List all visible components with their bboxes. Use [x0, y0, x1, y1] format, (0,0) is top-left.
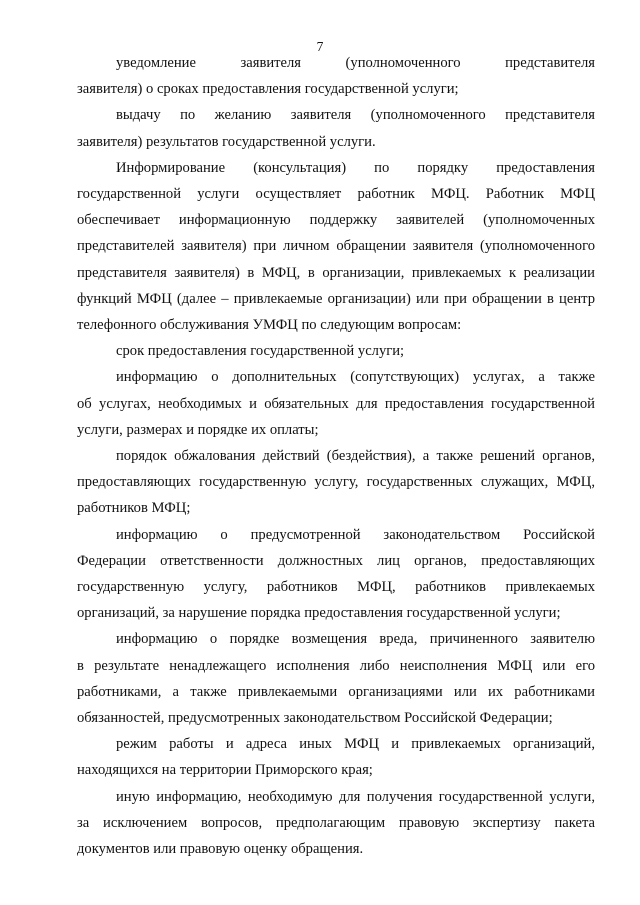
text-line: порядок обжалования действий (бездействия), а также решений органов, — [116, 448, 595, 465]
text-line: режим работы и адреса иных МФЦ и привлекаемых организаций, — [116, 736, 595, 753]
page-number: 7 — [316, 39, 324, 54]
paragraph — [77, 102, 595, 154]
text-line: работниками, а также привлекаемыми организациями или их работниками — [77, 683, 595, 700]
text-line: представителей заявителя) при личном обращении заявителя (уполномоченного — [77, 238, 595, 255]
text-line: иную информацию, необходимую для получения государственной услуги, — [116, 788, 595, 805]
paragraph — [77, 626, 595, 731]
text-line: информацию о порядке возмещения вреда, причиненного заявителю — [116, 631, 595, 648]
paragraph — [77, 731, 595, 783]
text-line: заявителя) о сроках предоставления государственной услуги; — [77, 81, 459, 98]
text-line: Федерации ответственности должностных лиц органов, предоставляющих — [77, 552, 595, 569]
paragraph — [77, 522, 595, 627]
paragraph — [77, 155, 595, 338]
text-line: функций МФЦ (далее – привлекаемые организации) или при обращении в центр — [77, 290, 595, 307]
text-line: документов или правовую оценку обращения. — [77, 841, 364, 858]
text-line: государственной услуги осуществляет работник МФЦ. Работник МФЦ — [77, 186, 595, 203]
text-line: за исключением вопросов, предполагающим правовую экспертизу пакета — [77, 814, 595, 831]
text-line: обеспечивает информационную поддержку заявителей (уполномоченных — [77, 212, 595, 229]
text-line: находящихся на территории Приморского края; — [77, 762, 373, 779]
text-line: информацию о дополнительных (сопутствующих) услугах, а также — [116, 369, 595, 386]
text-line: телефонного обслуживания УМФЦ по следующим вопросам: — [77, 317, 462, 334]
paragraph — [77, 784, 595, 863]
text-line: уведомление заявителя (уполномоченного представителя — [116, 55, 595, 71]
text-line: Информирование (консультация) по порядку предоставления — [116, 159, 595, 176]
text-line: заявителя) результатов государственной услуги. — [77, 133, 376, 150]
paragraph — [77, 338, 595, 364]
text-line: работников МФЦ; — [77, 500, 191, 517]
text-line: услуги, размерах и порядке их оплаты; — [77, 421, 319, 438]
paragraph — [77, 443, 595, 522]
paragraph — [77, 364, 595, 443]
text-line: срок предоставления государственной услуги; — [116, 343, 405, 360]
document-body — [77, 50, 595, 862]
text-line: организаций, за нарушение порядка предоставления государственной услуги; — [77, 605, 561, 622]
text-line: об услугах, необходимых и обязательных для предоставления государственной — [77, 395, 595, 412]
text-line: предоставляющих государственную услугу, государственных служащих, МФЦ, — [77, 474, 595, 491]
text-line: обязанностей, предусмотренных законодательством Российской Федерации; — [77, 710, 553, 727]
text-line: представителя заявителя) в МФЦ, в организации, привлекаемых к реализации — [77, 264, 595, 281]
paragraph — [77, 50, 595, 102]
text-line: информацию о предусмотренной законодательством Российской — [116, 526, 595, 543]
text-line: выдачу по желанию заявителя (уполномоченного представителя — [116, 107, 595, 124]
text-line: в результате ненадлежащего исполнения либо неисполнения МФЦ или его — [77, 657, 595, 674]
text-line: государственную услугу, работников МФЦ, работников привлекаемых — [77, 579, 595, 596]
